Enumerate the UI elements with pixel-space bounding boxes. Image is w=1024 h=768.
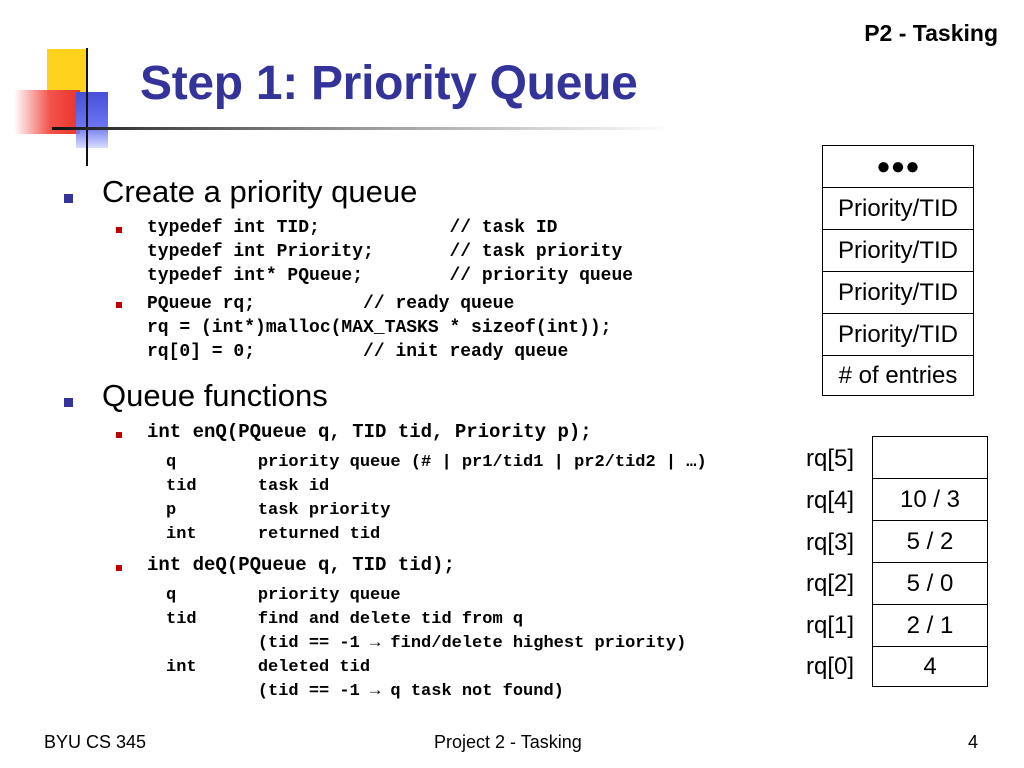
- deq-signature: int deQ(PQueue q, TID tid);: [147, 554, 455, 576]
- bullet-create-queue: Create a priority queue: [102, 174, 418, 209]
- footer-course: BYU CS 345: [44, 732, 147, 752]
- sub-bullet-marker: [116, 565, 122, 571]
- layout-cell-ellipsis: ●●●: [822, 145, 974, 188]
- logo-square-blue: [76, 92, 108, 148]
- title-underline: [52, 127, 672, 130]
- rq-cell: 4: [872, 646, 988, 687]
- rq-cell: 10 / 3: [872, 478, 988, 521]
- rq-label: rq[0]: [806, 653, 855, 680]
- rq-label: rq[5]: [806, 445, 855, 472]
- section-header: P2 - Tasking: [864, 20, 998, 46]
- rq-label: rq[2]: [806, 570, 855, 597]
- layout-cell: Priority/TID: [822, 313, 974, 356]
- rq-cell: 5 / 2: [872, 520, 988, 563]
- deq-params: q priority queue tid find and delete tid from q (tid == -1 → find/delete highest priority) int deleted tid (tid == -1 → q task not found): [166, 586, 687, 701]
- footer-page-number: 4: [968, 732, 979, 752]
- layout-cell: Priority/TID: [822, 229, 974, 272]
- layout-cell: Priority/TID: [822, 187, 974, 230]
- slide-title: Step 1: Priority Queue: [140, 57, 638, 110]
- bullet-queue-functions: Queue functions: [102, 378, 328, 413]
- enq-signature: int enQ(PQueue q, TID tid, Priority p);: [147, 421, 592, 443]
- rq-label: rq[3]: [806, 529, 855, 556]
- sub-bullet-marker: [116, 227, 122, 233]
- enq-params: q priority queue (# | pr1/tid1 | pr2/tid2 | …) tid task id p task priority int returned tid: [166, 453, 707, 544]
- rq-cell: 5 / 0: [872, 562, 988, 605]
- rq-label: rq[4]: [806, 487, 855, 514]
- rq-label: rq[1]: [806, 612, 855, 639]
- bullet-marker: [64, 194, 73, 203]
- typedef-code: typedef int TID; // task ID typedef int Priority; // task priority typedef int* PQueue; // priority queue: [147, 218, 634, 286]
- sub-bullet-marker: [116, 432, 122, 438]
- footer-project: Project 2 - Tasking: [434, 732, 582, 752]
- rq-cell: 2 / 1: [872, 604, 988, 647]
- layout-cell: Priority/TID: [822, 271, 974, 314]
- logo-vertical-line: [86, 48, 88, 166]
- bullet-marker: [64, 398, 73, 407]
- rq-cell: [872, 436, 988, 479]
- logo-square-yellow: [47, 49, 87, 95]
- layout-cell-entries: # of entries: [822, 355, 974, 396]
- sub-bullet-marker: [116, 302, 122, 308]
- ready-queue-code: PQueue rq; // ready queue rq = (int*)malloc(MAX_TASKS * sizeof(int)); rq[0] = 0; // init ready queue: [147, 294, 612, 362]
